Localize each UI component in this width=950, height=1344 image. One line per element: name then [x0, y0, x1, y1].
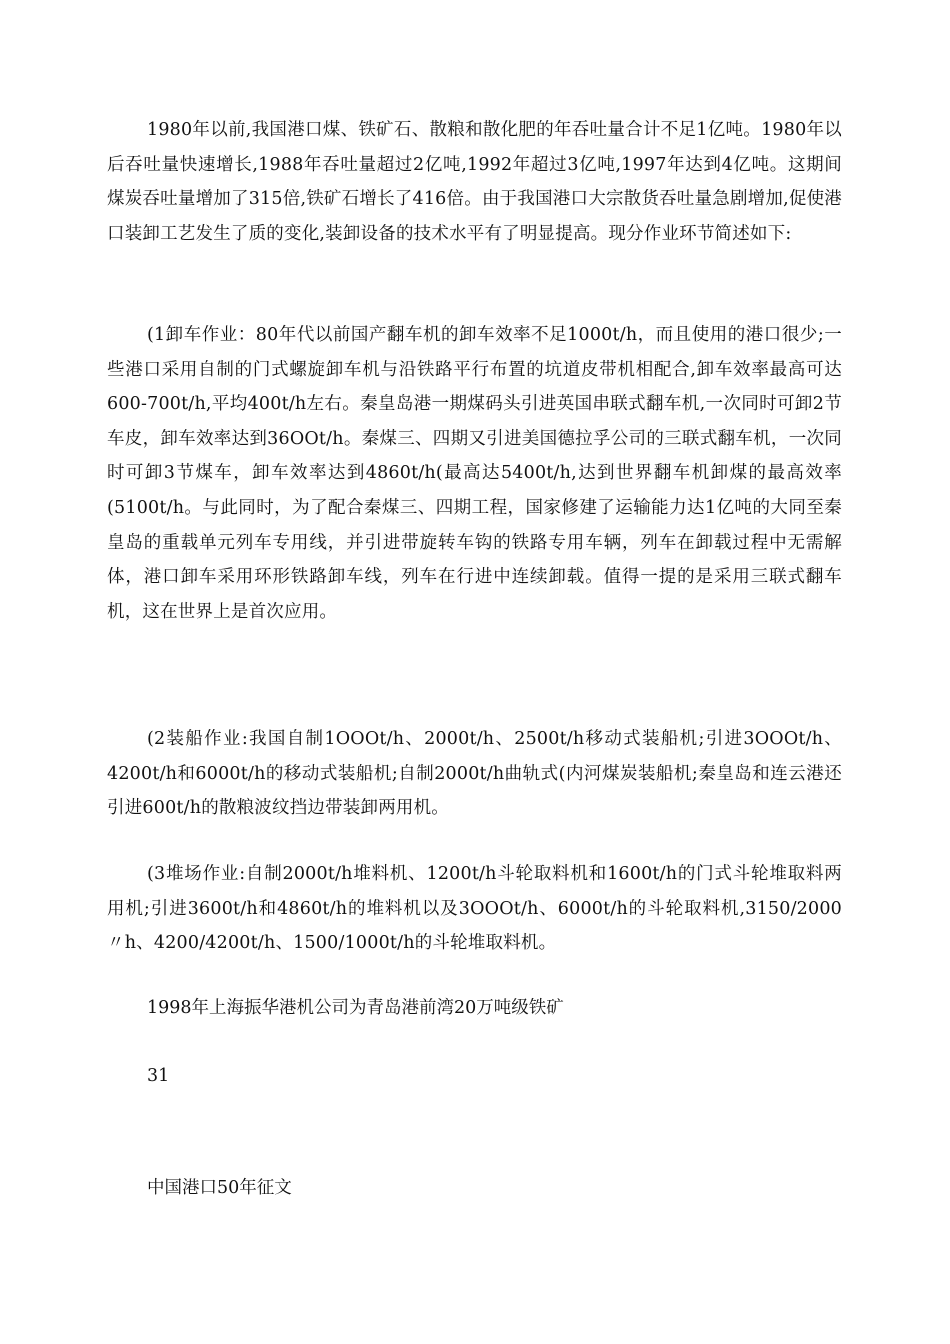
paragraph-intro: 1980年以前,我国港口煤、铁矿石、散粮和散化肥的年吞吐量合计不足1亿吨。1980年以后吞吐量快速增长,1988年吞吐量超过2亿吨,1992年超过3亿吨,1997年达到4亿吨。这期间煤炭吞吐量增加了315倍,铁矿石增长了416倍。由于我国港口大宗散货吞吐量急剧增加,促使港口装卸工艺发生了质的变化,装卸设备的技术水平有了明显提高。现分作业环节简述如下:: [107, 120, 842, 244]
trailing-line: 1998年上海振华港机公司为青岛港前湾20万吨级铁矿: [147, 998, 564, 1018]
paragraph-stockyard: (3堆场作业:自制2000t/h堆料机、1200t/h斗轮取料机和1600t/h的门式斗轮堆取料两用机;引进3600t/h和4860t/h的堆料机以及3OOOt/h、6000t/h的斗轮取料机,3150/2000〃h、4200/4200t/h、1500/1000t/h的斗轮堆取料机。: [107, 864, 842, 954]
page-number: 31: [147, 1066, 170, 1086]
paragraph-unloading: (1卸车作业：80年代以前国产翻车机的卸车效率不足1000t/h，而且使用的港口很少;一些港口采用自制的门式螺旋卸车机与沿铁路平行布置的坑道皮带机相配合,卸车效率最高可达600-700t/h,平均400t/h左右。秦皇岛港一期煤码头引进英国串联式翻车机,一次同时可卸2节车皮，卸车效率达到36OOt/h。秦煤三、四期又引进美国德拉孚公司的三联式翻车机，一次同时可卸3节煤车，卸车效率达到4860t/h(最高达5400t/h,达到世界翻车机卸煤的最高效率(5100t/h。与此同时，为了配合秦煤三、四期工程，国家修建了运输能力达1亿吨的大同至秦皇岛的重载单元列车专用线，并引进带旋转车钩的铁路专用车辆，列车在卸载过程中无需解体，港口卸车采用环形铁路卸车线，列车在行进中连续卸载。值得一提的是采用三联式翻车机，这在世界上是首次应用。: [107, 325, 842, 622]
running-header: 中国港口50年征文: [147, 1178, 292, 1198]
paragraph-shiploading: (2装船作业:我国自制1OOOt/h、2000t/h、2500t/h移动式装船机;引进3OOOt/h、4200t/h和6000t/h的移动式装船机;自制2000t/h曲轨式(内河煤炭装船机;秦皇岛和连云港还引进600t/h的散粮波纹挡边带装卸两用机。: [107, 729, 842, 819]
